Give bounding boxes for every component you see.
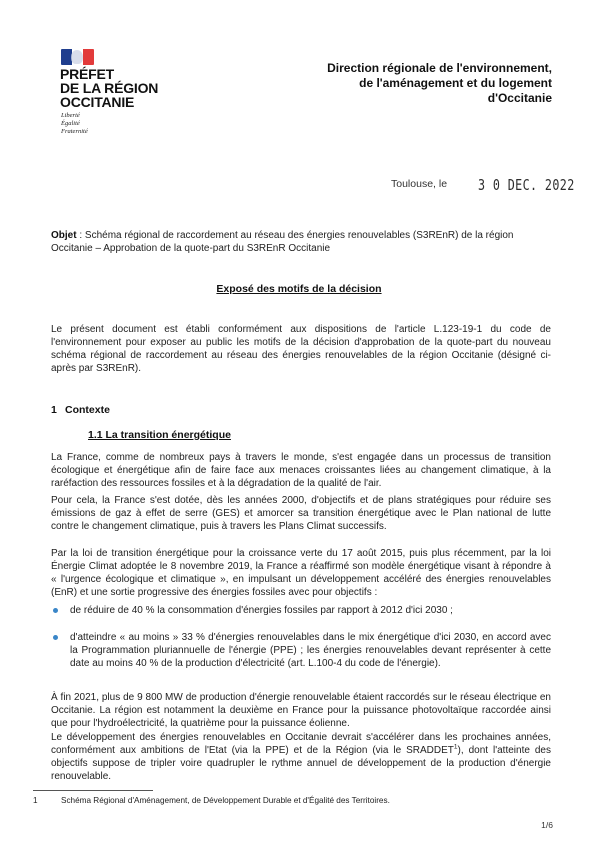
bullet-icon [53,608,58,613]
footnote-ref: 1 [453,743,458,751]
motto-line: Fraternité [61,128,88,135]
authority-line: d'Occitanie [487,91,552,105]
logo-line: PRÉFET [60,66,115,82]
section-number: 1 [51,404,57,416]
republic-motto [61,112,88,136]
authority-line: de l'aménagement et du logement [359,76,552,90]
list-item-text: de réduire de 40 % la consommation d'énergies fossiles par rapport à 2012 d'ici 2030 ; [70,605,453,616]
bullet-icon [53,635,58,640]
footnote-number: 1 [33,796,38,805]
page-number: 1/6 [541,820,553,830]
footnote-divider [33,790,153,791]
authority-line: Direction régionale de l'environnement, [327,61,552,75]
footnote [33,796,390,805]
section-heading [51,404,110,416]
subsection-heading: 1.1 La transition énergétique [88,429,231,441]
footnote-text: Schéma Régional d'Aménagement, de Développement Durable et d'Égalité des Territoires. [61,796,390,805]
list-item-text: d'atteindre « au moins » 33 % d'énergies renouvelables dans le mix énergétique d'ici 2030, en accord avec la Programmation pluriannuelle de l'énergie (PPE) ; les énergies renouvelables devant représenter à cette date au moins 40 % de la production d'électricité (art. L.100-4 du code de l'énergie). [70,632,551,669]
paragraph: Par la loi de transition énergétique pour la croissance verte du 17 août 2015, puis plus récemment, par la loi Énergie Climat adoptée le 8 novembre 2019, la France a réaffirmé son modèle énergétique visant à répondre à « l'urgence écologique et climatique », en impulsant un développement accéléré des énergies renouvelables (EnR) et une sortie progressive des énergies fossiles avec pour objectifs : [51,548,551,598]
subject-line [51,229,551,255]
subject-text: : Schéma régional de raccordement au réseau des énergies renouvelables (S3REnR) de la région Occitanie – Approbation de la quote-part du S3REnR Occitanie [51,230,514,254]
date-stamp: 3 0 DEC. 2022 [478,176,575,194]
motto-line: Égalité [61,120,80,127]
document-title: Exposé des motifs de la décision [216,283,382,295]
logo-line: DE LA RÉGION [60,80,159,96]
paragraph [51,731,551,783]
paragraph: Pour cela, la France s'est dotée, dès les années 2000, d'objectifs et de plans stratégiques pour réduire ses émissions de gaz à effet de serre (GES) et amorcer sa transition énergétique avec le Plan national de lutte contre le changement climatique, puis à travers les Plans Climat successifs. [51,495,551,532]
intro-paragraph: Le présent document est établi conformément aux dispositions de l'article L.123-19-1 du code de l'environnement pour exposer au public les motifs de la décision d'approbation de la quote-part du nouveau schéma régional de raccordement au réseau des énergies renouvelables de la région Occitanie (désigné ci-après par S3REnR). [51,324,551,374]
prefet-logo-title [60,67,158,109]
subject-label: Objet [51,230,77,241]
marianne-flag-logo [61,49,94,65]
logo-line: OCCITANIE [60,94,135,110]
section-title: Contexte [65,404,110,416]
paragraph: À fin 2021, plus de 9 800 MW de production d'énergie renouvelable étaient raccordés sur le réseau électrique en Occitanie. La région est notamment la deuxième en France pour la puissance photovoltaïque raccordée ainsi que pour l'hydroélectricité, la quatrième pour la puissance éolienne. [51,692,551,729]
place-label: Toulouse, le [391,178,448,190]
paragraph: La France, comme de nombreux pays à travers le monde, s'est engagée dans un processus de transition écologique et énergétique afin de faire face aux menaces croissantes liées au changement climatique, à la raréfaction des ressources fossiles et à la dégradation de la qualité de l'air. [51,452,551,489]
issuing-authority [327,61,552,106]
paragraph-text: ), dont l'atteinte des objectifs suppose de tripler voire quadrupler le rythme annuel de développement de la production d'énergie renouvelable. [51,745,551,782]
motto-line: Liberté [61,112,80,119]
paragraph-text: Le développement des énergies renouvelables en Occitanie devrait s'accélérer dans les prochaines années, conformément aux ambitions de l'Etat (via la PPE) et de la Région (via le SRADDET [51,732,551,756]
